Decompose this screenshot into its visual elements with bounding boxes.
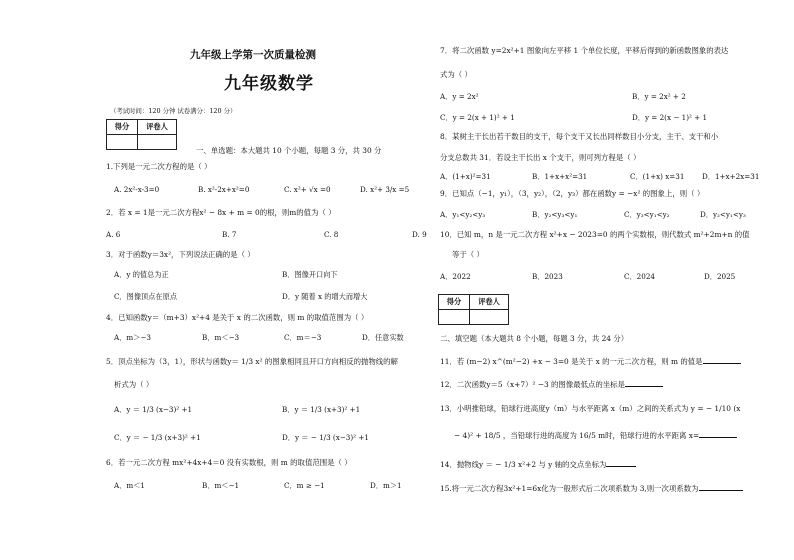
grader-cell-2 bbox=[470, 310, 509, 325]
left-column bbox=[106, 0, 427, 560]
q9-option-a: A．y₁<y₂<y₃ bbox=[440, 210, 486, 219]
question-8-stem-line1: 8．某树主干长出若干数目的支干，每个支干又长出同样数目小分支，主干、支干和小 bbox=[440, 132, 719, 141]
score-box bbox=[106, 119, 177, 150]
question-5-stem-line2: 析式为（ ） bbox=[114, 380, 154, 389]
q8-option-b: B．1+x+x²=31 bbox=[532, 172, 588, 181]
question-7-stem-line1: 7．将二次函数 y=2x²+1 图象向左平移 1 个单位长度，平移后得到的新函数图象的表达 bbox=[440, 46, 729, 55]
q6-option-d: D．m＞1 bbox=[370, 481, 402, 490]
question-11-text: 11．若 (m−2) x^(m²−2) +x − 3=0 是关于 x 的一元二次方程，则 m 的值是 bbox=[440, 357, 703, 366]
question-15-text: 15.将一元二次方程3x²+1=6x化为一般形式后二次项系数为 3,则一次项系数为 bbox=[440, 484, 699, 493]
question-2-stem: 2．若 x = 1是一元二次方程x² − 8x + m = 0的根，则m的值为（ ） bbox=[106, 208, 336, 217]
question-14-text: 14．抛物线y ＝ − 1/3 x²+2 与 y 轴的交点坐标为 bbox=[440, 460, 607, 469]
question-13-line2 bbox=[454, 430, 737, 441]
q6-option-a: A．m＜1 bbox=[114, 481, 145, 490]
q14-answer-blank[interactable] bbox=[606, 459, 636, 467]
score-label: 得分 bbox=[107, 120, 138, 135]
grader-label-2: 评卷人 bbox=[470, 295, 509, 310]
q5-option-c: C．y ＝ − 1/3 (x+3)² +1 bbox=[114, 433, 201, 442]
question-3-stem: 3．对于函数y＝3x²，下列说法正确的是（ ） bbox=[106, 250, 255, 259]
question-8-stem-line2: 分支总数共 31．若设主干长出 x 个支干，则可列方程是（ ） bbox=[440, 153, 641, 162]
question-13-line1: 13．小明推铅球，铅球行进高度y（m）与水平距离 x（m）之间的关系式为 y = − 1/10 (x bbox=[440, 404, 741, 413]
score-box-2 bbox=[438, 294, 509, 325]
q7-option-c: C．y = 2(x + 1)² + 1 bbox=[440, 113, 515, 122]
q7-option-d: D．y = 2(x − 1)² + 1 bbox=[632, 113, 708, 122]
q2-option-d: D. 9 bbox=[412, 230, 427, 239]
question-10-stem-line2: 等于（ ） bbox=[452, 250, 484, 259]
question-7-stem-line2: 式为（ ） bbox=[440, 70, 472, 79]
q9-option-c: C．y₃<y₁<y₂ bbox=[624, 210, 670, 219]
q13-answer-blank[interactable] bbox=[699, 430, 737, 438]
score-cell bbox=[107, 135, 138, 150]
q10-option-d: D．2025 bbox=[704, 272, 736, 281]
right-column bbox=[438, 0, 758, 560]
question-1-stem: 1.下列是一元二次方程的是（ ） bbox=[106, 162, 212, 171]
q9-option-b: B．y₂<y₃<y₁ bbox=[532, 210, 578, 219]
grader-cell bbox=[138, 135, 177, 150]
subject-title: 九年级数学 bbox=[224, 74, 314, 94]
q4-option-c: C．m＝−3 bbox=[284, 333, 322, 342]
q5-option-d: D．y ＝ − 1/3 (x−3)² +1 bbox=[282, 433, 369, 442]
question-6-stem: 6．若一元二次方程 mx²+4x+4＝0 没有实数根，则 m 的取值范围是（ ） bbox=[106, 458, 352, 467]
q5-option-b: B．y ＝ 1/3 (x+3)² +1 bbox=[282, 405, 361, 414]
question-15 bbox=[440, 483, 743, 494]
question-9-stem: 9．已知点（−1，y₁），（3，y₂），（2，y₃）都在函数y = −x² 的图象上，则（ ） bbox=[440, 189, 705, 198]
q4-option-b: B．m＜−3 bbox=[202, 333, 240, 342]
score-cell-2 bbox=[439, 310, 470, 325]
question-5-stem-line1: 5．顶点坐标为（3，1），形状与函数y＝ 1/3 x² 的图象相同且开口方向相反的抛物线的解 bbox=[106, 357, 398, 366]
score-label-2: 得分 bbox=[439, 295, 470, 310]
q4-option-d: D．任意实数 bbox=[362, 333, 404, 342]
q9-option-d: D．y₂<y₁<y₃ bbox=[700, 210, 746, 219]
question-11 bbox=[440, 356, 741, 367]
q2-option-a: A. 6 bbox=[106, 230, 121, 239]
q8-option-d: D．1+x+2x=31 bbox=[702, 172, 760, 181]
q8-option-c: C．(1+x) x=31 bbox=[630, 172, 685, 181]
exam-title: 九年级上学第一次质量检测 bbox=[190, 49, 316, 61]
grader-label: 评卷人 bbox=[138, 120, 177, 135]
q3-option-b: B．图像开口向下 bbox=[282, 270, 338, 279]
q10-option-a: A．2022 bbox=[440, 272, 471, 281]
q7-option-b: B．y = 2x² + 2 bbox=[632, 92, 686, 101]
q3-option-a: A．y 的值总为正 bbox=[114, 270, 169, 279]
q11-answer-blank[interactable] bbox=[703, 356, 741, 364]
q2-option-b: B. 7 bbox=[222, 230, 237, 239]
q1-option-b: B. x²-2x+x²=0 bbox=[198, 185, 250, 194]
q15-answer-blank[interactable] bbox=[699, 483, 743, 491]
exam-info: （考试时间：120 分钟 试卷满分：120 分） bbox=[110, 107, 237, 115]
question-4-stem: 4．已知函数y＝（m+3）x²+4 是关于 x 的二次函数，则 m 的取值范围为（ ） bbox=[106, 313, 369, 322]
q3-option-d: D．y 随着 x 的增大而增大 bbox=[282, 292, 368, 301]
question-12 bbox=[440, 379, 663, 390]
question-10-stem-line1: 10．已知 m，n 是一元二次方程 x²+x − 2023=0 的两个实数根，则代数式 m²+2m+n 的值 bbox=[440, 230, 750, 239]
q8-option-a: A．(1+x)²=31 bbox=[440, 172, 491, 181]
q2-option-c: C. 8 bbox=[324, 230, 339, 239]
q12-answer-blank[interactable] bbox=[625, 379, 663, 387]
q3-option-c: C．图像顶点在原点 bbox=[114, 292, 178, 301]
question-13-text: − 4)² + 18/5 ，当铅球行进的高度为 16/5 m时，铅球行进的水平距离 x= bbox=[454, 431, 700, 440]
q10-option-b: B．2023 bbox=[532, 272, 563, 281]
q10-option-c: C．2024 bbox=[624, 272, 655, 281]
question-12-text: 12．二次函数y＝5（x+7）² −3 的图像最低点的坐标是 bbox=[440, 380, 625, 389]
section2-heading: 二、填空题（本大题共 8 个小题，每题 3 分，共 24 分） bbox=[440, 334, 629, 343]
section1-heading: 一、单选题：本大题共 10 个小题，每题 3 分，共 30 分 bbox=[196, 146, 382, 155]
q4-option-a: A．m＞−3 bbox=[114, 333, 151, 342]
q6-option-b: B．m＜−1 bbox=[202, 481, 240, 490]
question-14 bbox=[440, 459, 636, 470]
q6-option-c: C．m ≥ −1 bbox=[284, 481, 325, 490]
q5-option-a: A．y ＝ 1/3 (x−3)² +1 bbox=[114, 405, 193, 414]
q1-option-d: D. x²+ 3/x =5 bbox=[360, 185, 410, 194]
q1-option-a: A. 2x²-x-3=0 bbox=[114, 185, 160, 194]
q7-option-a: A．y = 2x² bbox=[440, 92, 479, 101]
q1-option-c: C. x²+ √x =0 bbox=[284, 185, 331, 194]
